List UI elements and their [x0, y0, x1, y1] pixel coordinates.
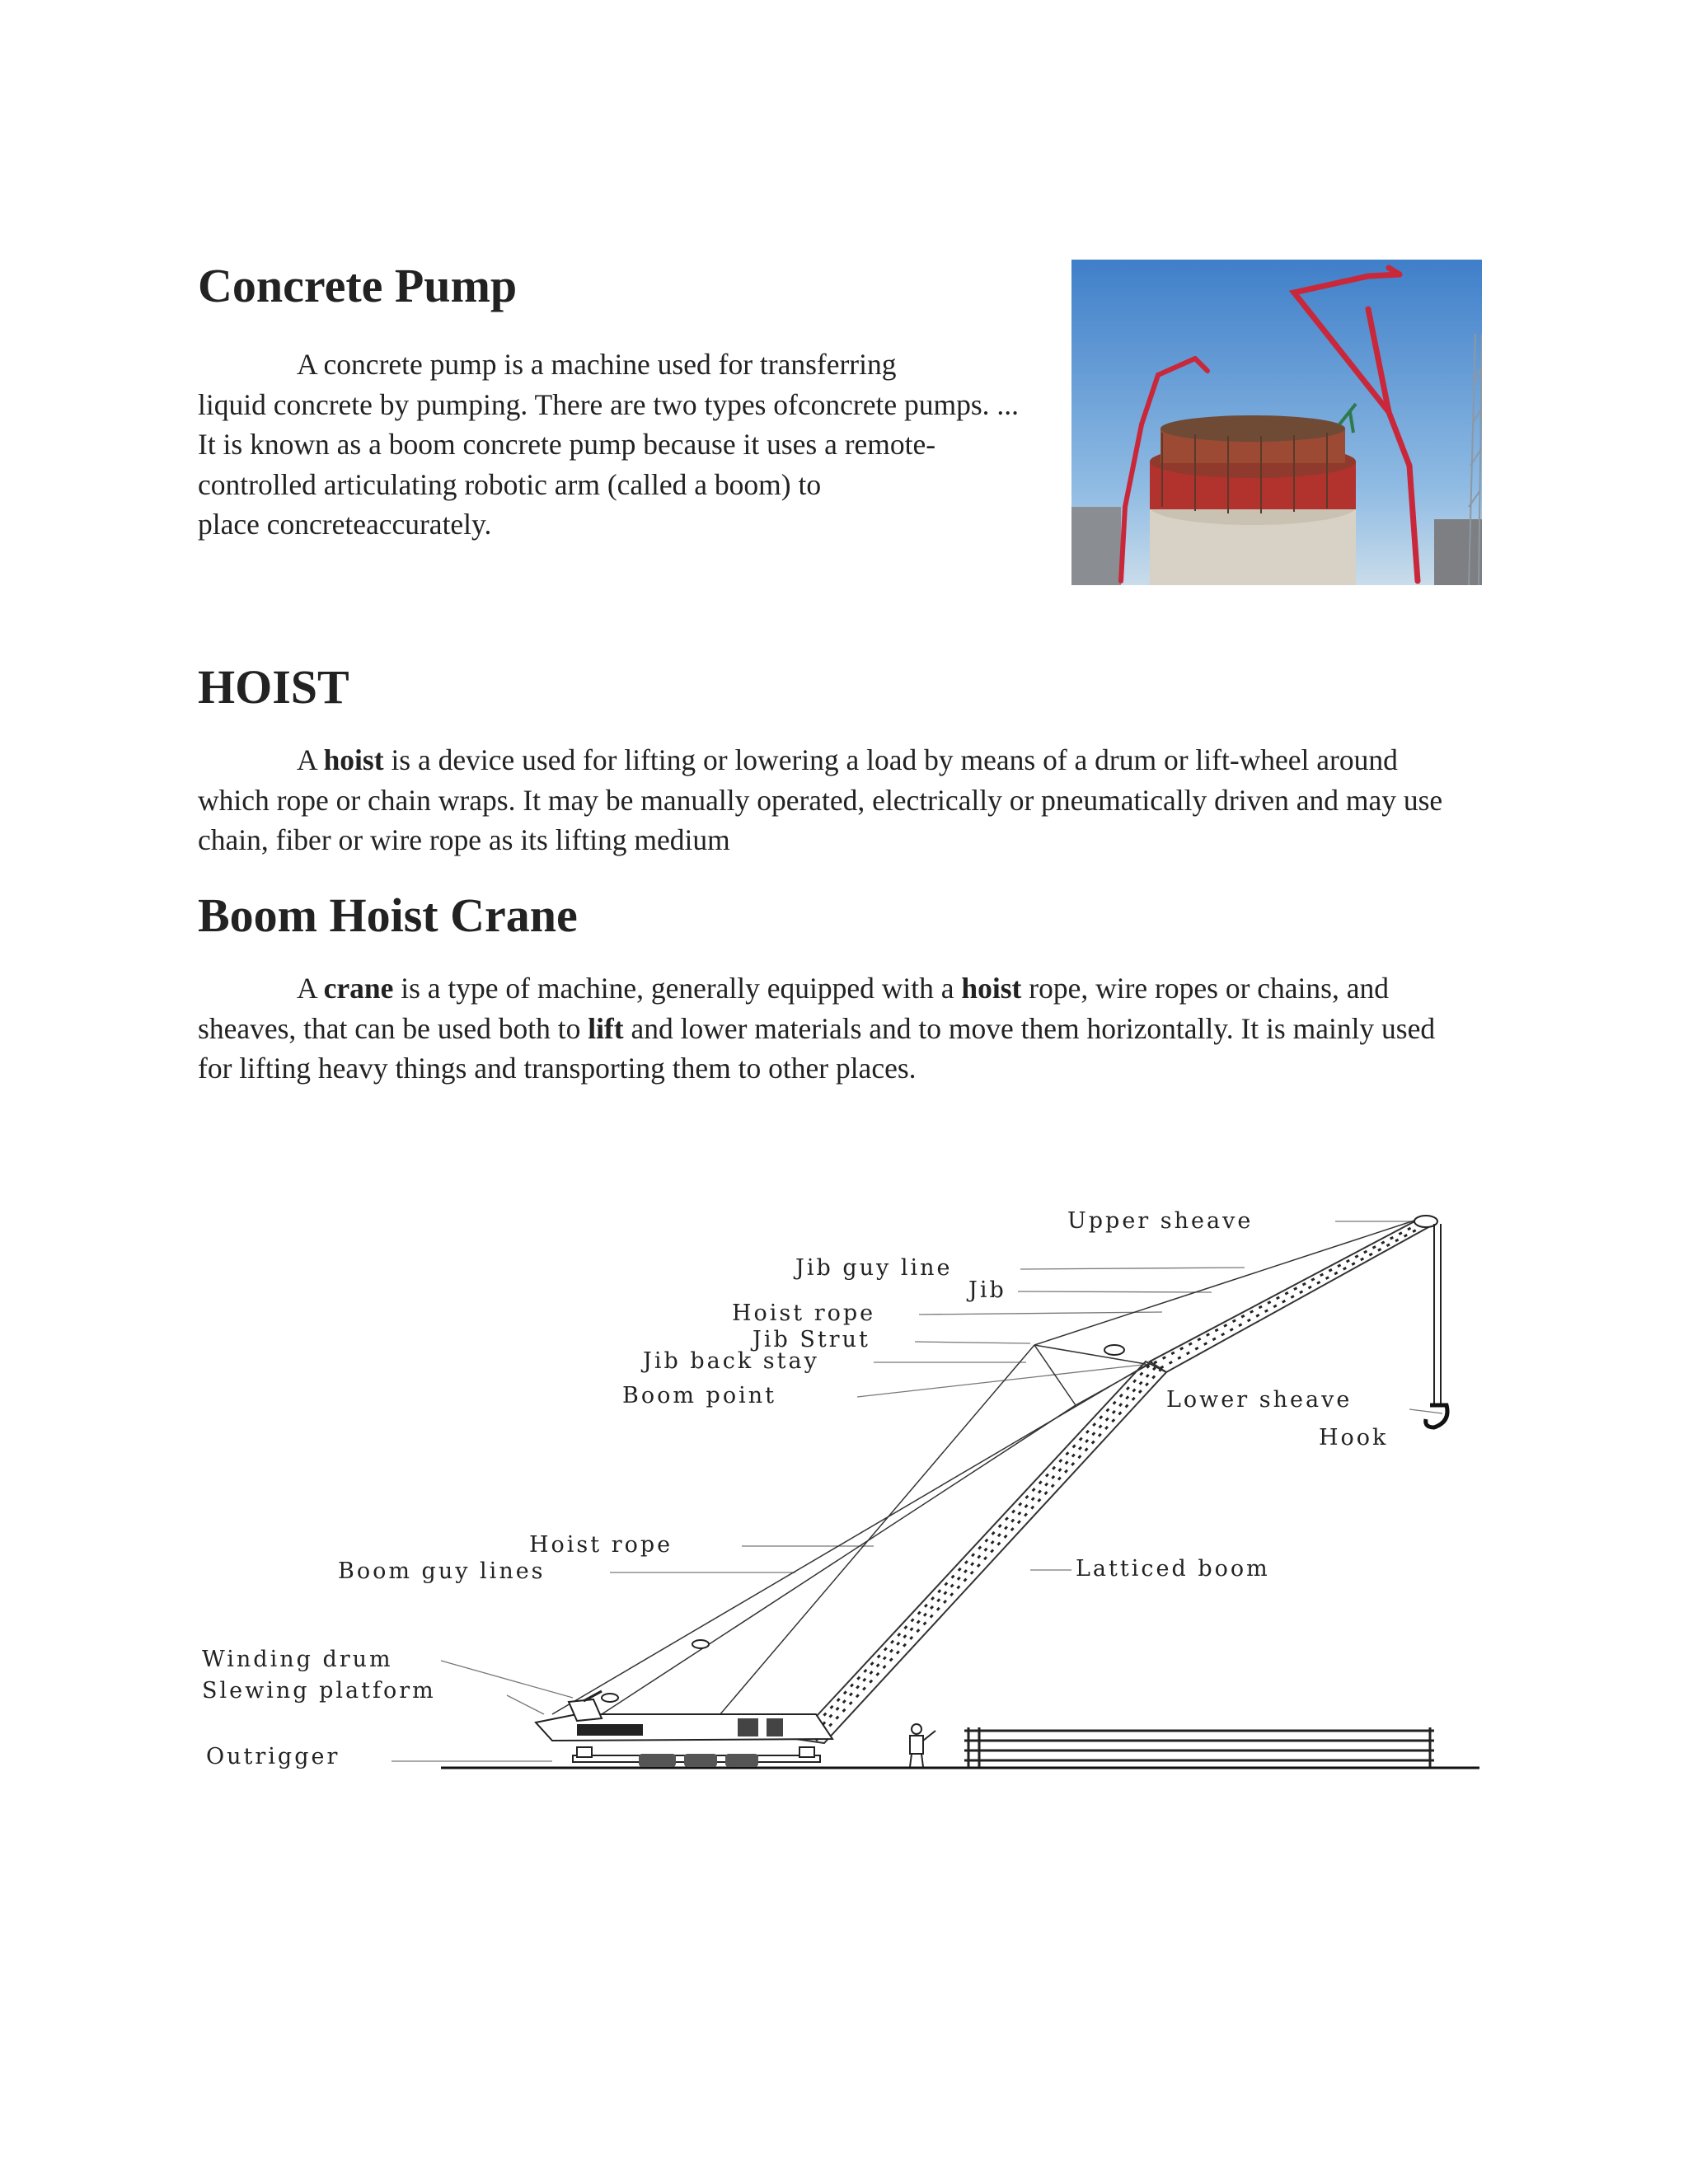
text-run: A	[297, 743, 324, 776]
concrete-pump-photo	[1071, 260, 1482, 585]
label-outrigger: Outrigger	[206, 1744, 340, 1769]
heading-boom-hoist-crane: Boom Hoist Crane	[198, 888, 578, 942]
heading-hoist: HOIST	[198, 660, 349, 714]
bold-term-crane: crane	[323, 972, 394, 1005]
leader-lines	[392, 1221, 1442, 1761]
label-hoist-rope-mid: Hoist rope	[529, 1532, 673, 1558]
text-run: rope, wire ropes or chains, and	[1021, 972, 1389, 1005]
label-jib-strut: Jib Strut	[753, 1327, 870, 1352]
crane-body	[536, 1691, 832, 1767]
text-line: for lifting heavy things and transporting them to other places.	[198, 1052, 917, 1085]
label-lower-sheave: Lower sheave	[1166, 1387, 1353, 1413]
text-run: A	[297, 972, 324, 1005]
bold-term-hoist: hoist	[323, 743, 384, 776]
paragraph-hoist	[198, 740, 1442, 860]
text-run: and lower materials and to move them horizontally. It is mainly used	[623, 1011, 1436, 1045]
label-hoist-rope-top: Hoist rope	[732, 1301, 876, 1326]
label-winding-drum: Winding drum	[202, 1647, 393, 1672]
text-line	[198, 740, 1442, 780]
text-line: which rope or chain wraps. It may be manually operated, electrically or pneumatically driven and may use	[198, 783, 1443, 817]
text-run: is a device used for lifting or lowering a load by means of a drum or lift-wheel around	[383, 743, 1398, 776]
text-run: sheaves, that can be used both to	[198, 1011, 588, 1045]
text-line: controlled articulating robotic arm (called a boom) to	[198, 467, 822, 501]
label-boom-guy-lines: Boom guy lines	[338, 1558, 546, 1584]
text-line: chain, fiber or wire rope as its lifting medium	[198, 823, 730, 856]
label-slewing-platform: Slewing platform	[202, 1678, 436, 1704]
text-run: is a type of machine, generally equipped with a	[393, 972, 962, 1005]
jib	[1150, 1220, 1430, 1372]
text-line	[198, 968, 1435, 1009]
label-latticed-boom: Latticed boom	[1076, 1556, 1270, 1582]
text-line	[198, 1009, 1435, 1049]
bold-term-lift: lift	[588, 1011, 624, 1045]
text-line: A concrete pump is a machine used for transferring	[297, 348, 897, 381]
heading-concrete-pump: Concrete Pump	[198, 259, 518, 312]
crane-diagram	[190, 1187, 1492, 1788]
paragraph-concrete-pump	[198, 344, 1019, 545]
hook-icon	[1426, 1405, 1447, 1427]
label-upper-sheave: Upper sheave	[1067, 1208, 1254, 1234]
jib-strut-sheave-icon	[1104, 1345, 1124, 1355]
label-hook: Hook	[1319, 1425, 1389, 1451]
text-line: place concreteaccurately.	[198, 508, 492, 541]
pipe-stack	[964, 1727, 1434, 1767]
label-jib: Jib	[968, 1277, 1006, 1303]
bold-term-hoist: hoist	[961, 972, 1022, 1005]
text-line: It is known as a boom concrete pump because it uses a remote-	[198, 428, 936, 461]
label-jib-back-stay: Jib back stay	[643, 1348, 819, 1374]
label-jib-guy-line: Jib guy line	[795, 1255, 953, 1281]
paragraph-boom-hoist-crane	[198, 968, 1435, 1089]
worker-figure	[910, 1724, 935, 1767]
text-line: liquid concrete by pumping. There are two types ofconcrete pumps. ...	[198, 387, 1020, 421]
label-boom-point: Boom point	[622, 1383, 776, 1408]
hook-rope	[1434, 1224, 1441, 1405]
